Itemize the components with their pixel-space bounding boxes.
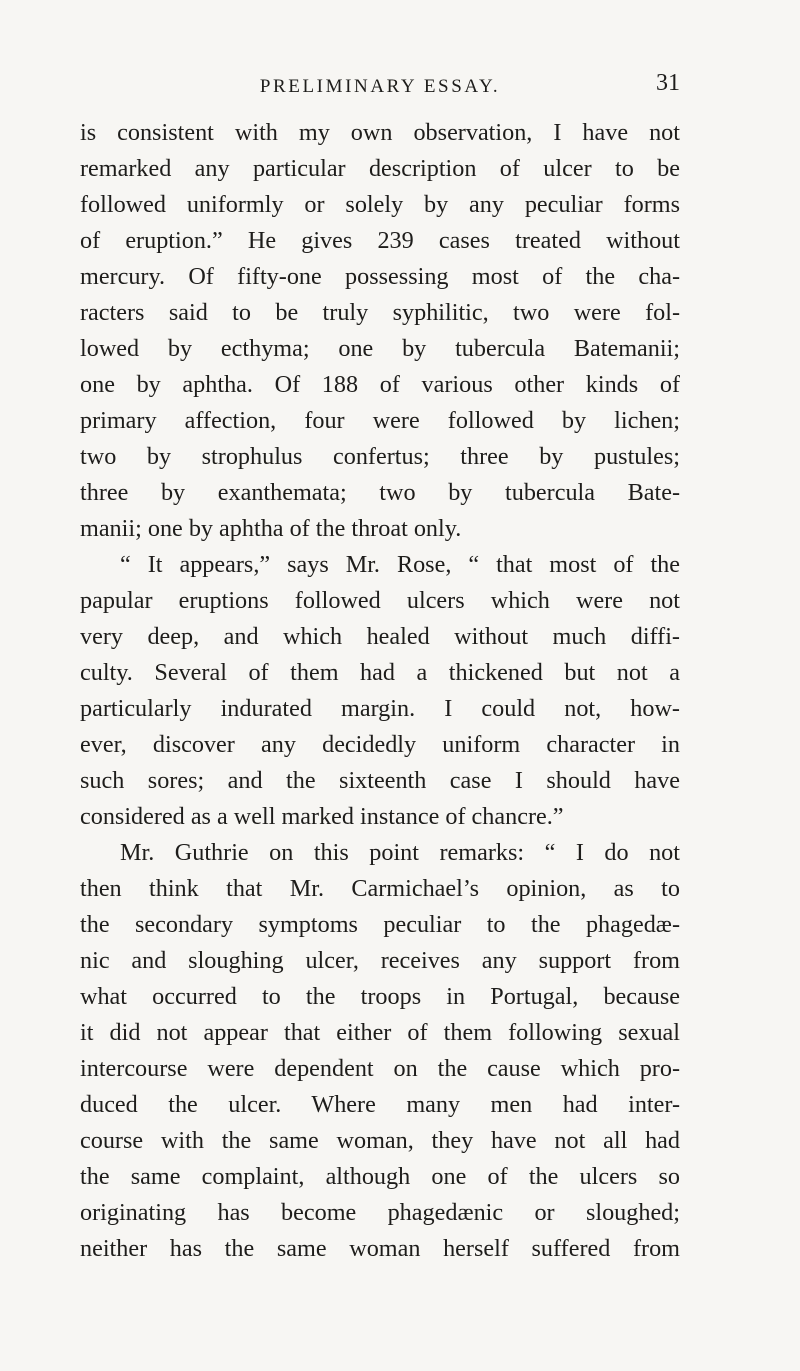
text-line: manii; one by aphtha of the throat only. [80,515,462,542]
text-line: Mr. Guthrie on this point remarks: “ I do not [120,839,680,866]
text-line: culty. Several of them had a thickened but not a [80,659,680,686]
text-line: three by exanthemata; two by tubercula Bate- [80,479,680,506]
text-line: two by strophulus confertus; three by pustules; [80,443,680,470]
text-line: then think that Mr. Carmichael’s opinion, as to [80,875,680,902]
text-line: nic and sloughing ulcer, receives any support from [80,947,680,974]
text-line: intercourse were dependent on the cause which pro- [80,1055,680,1082]
text-line: very deep, and which healed without much diffi- [80,623,680,650]
text-line: what occurred to the troops in Portugal, because [80,983,680,1010]
text-line: papular eruptions followed ulcers which were not [80,587,680,614]
text-line: followed uniformly or solely by any peculiar forms [80,191,680,218]
text-line: considered as a well marked instance of chancre.” [80,803,564,830]
text-line: “ It appears,” says Mr. Rose, “ that most of the [120,551,680,578]
text-line: such sores; and the sixteenth case I should have [80,767,680,794]
text-line: mercury. Of fifty-one possessing most of the cha- [80,263,680,290]
text-line: of eruption.” He gives 239 cases treated without [80,227,680,254]
running-title: PRELIMINARY ESSAY. [259,76,501,97]
text-line: originating has become phagedænic or sloughed; [80,1199,680,1226]
text-line: the secondary symptoms peculiar to the phagedæ- [80,911,680,938]
text-line: particularly indurated margin. I could not, how- [80,695,680,722]
text-line: is consistent with my own observation, I have not [80,119,680,146]
text-line: remarked any particular description of ulcer to be [80,155,680,182]
running-head [80,70,680,106]
text-line: ever, discover any decidedly uniform character in [80,731,680,758]
text-line: duced the ulcer. Where many men had inter- [80,1091,680,1118]
body-text [80,115,680,1267]
page-number: 31 [656,70,680,96]
text-line: it did not appear that either of them following sexual [80,1019,680,1046]
text-line: course with the same woman, they have not all had [80,1127,680,1154]
text-line: racters said to be truly syphilitic, two were fol- [80,299,680,326]
text-line: the same complaint, although one of the ulcers so [80,1163,680,1190]
text-line: one by aphtha. Of 188 of various other kinds of [80,371,680,398]
text-line: neither has the same woman herself suffered from [80,1235,680,1262]
text-line: primary affection, four were followed by lichen; [80,407,680,434]
text-line: lowed by ecthyma; one by tubercula Batemanii; [80,335,680,362]
